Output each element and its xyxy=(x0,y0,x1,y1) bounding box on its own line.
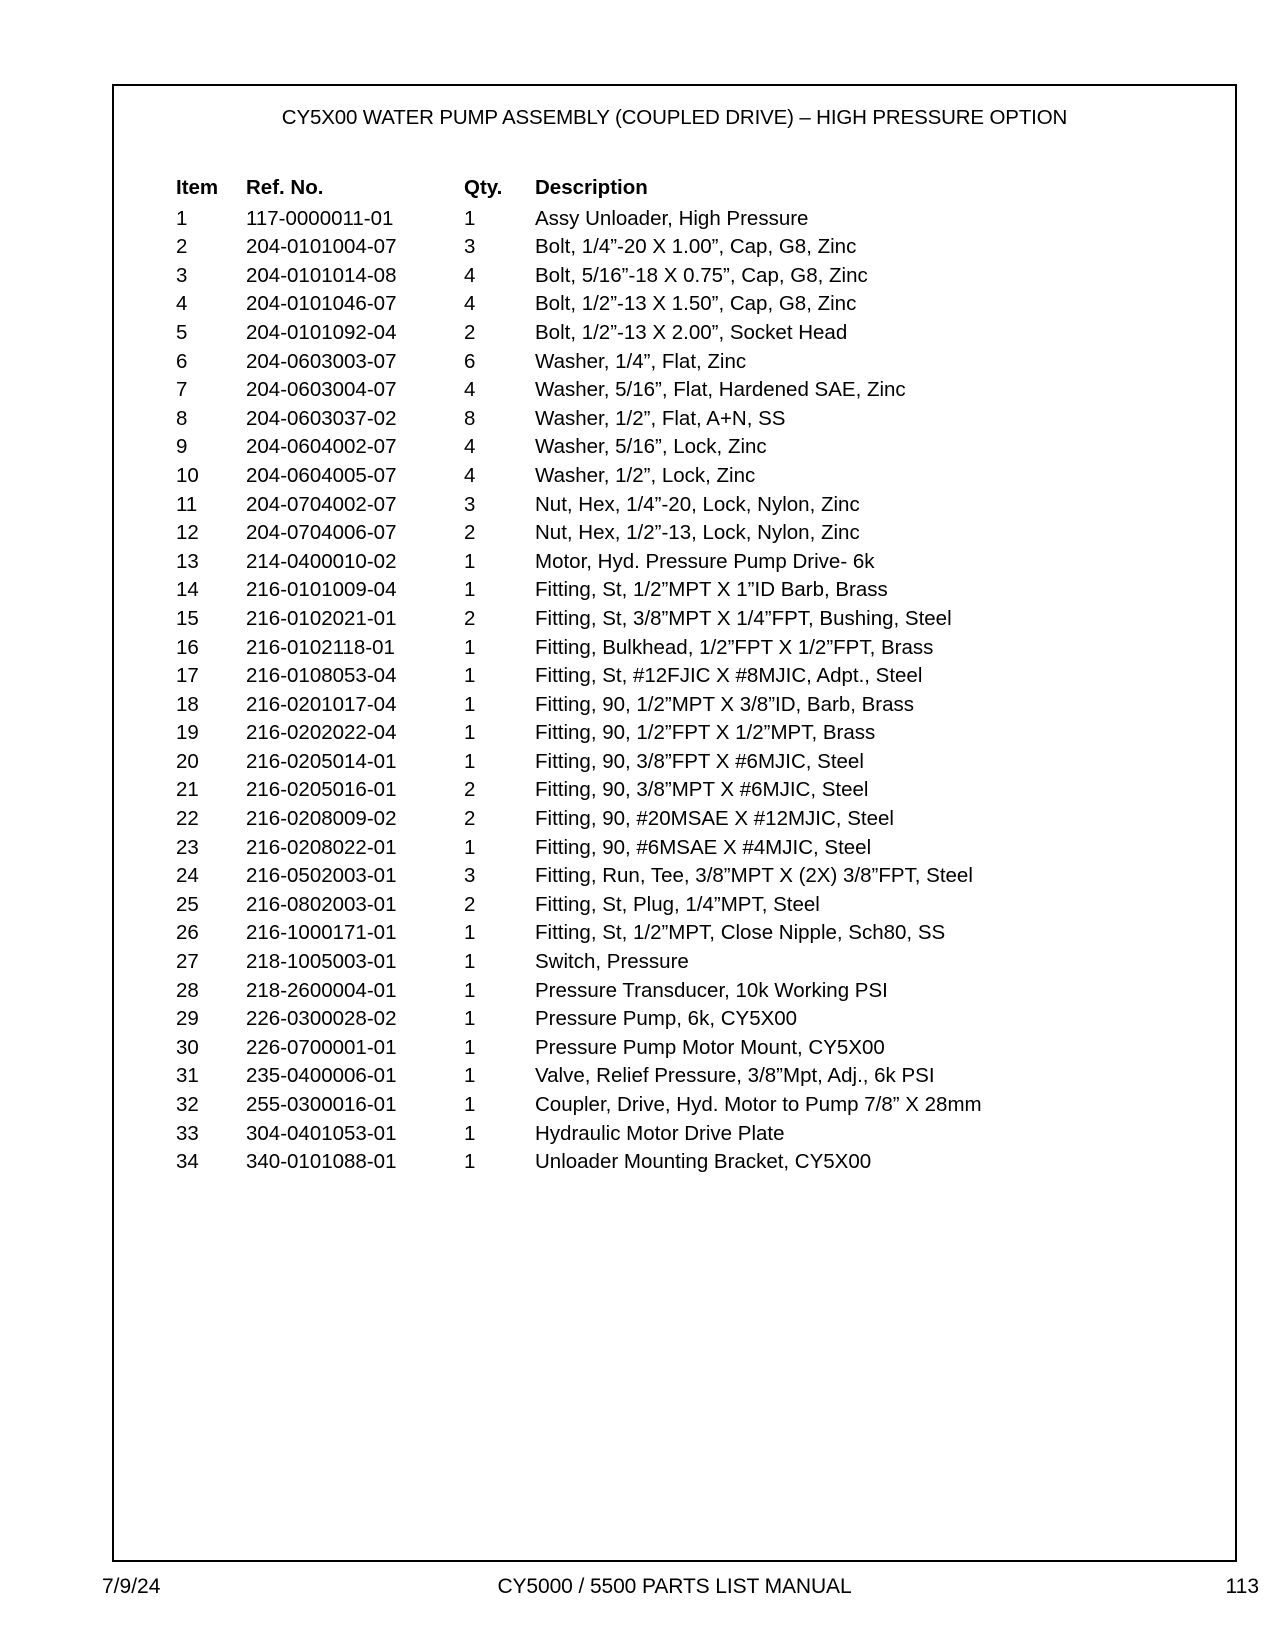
cell-ref-no: 216-0202022-04 xyxy=(246,721,397,745)
cell-item: 7 xyxy=(176,378,188,402)
cell-qty: 2 xyxy=(464,320,476,344)
cell-ref-no: 216-0502003-01 xyxy=(246,864,397,888)
cell-item: 33 xyxy=(176,1121,199,1145)
cell-description: Fitting, St, #12FJIC X #8MJIC, Adpt., Steel xyxy=(535,664,923,688)
cell-description: Pressure Pump Motor Mount, CY5X00 xyxy=(535,1035,885,1059)
cell-qty: 8 xyxy=(464,406,476,430)
cell-ref-no: 216-0101009-04 xyxy=(246,578,397,602)
cell-item: 15 xyxy=(176,606,199,630)
cell-ref-no: 204-0101046-07 xyxy=(246,292,397,316)
cell-item: 24 xyxy=(176,864,199,888)
footer-date: 7/9/24 xyxy=(102,1575,161,1598)
cell-qty: 1 xyxy=(464,950,476,974)
table-row xyxy=(176,691,1186,720)
cell-qty: 1 xyxy=(464,664,476,688)
cell-qty: 4 xyxy=(464,378,476,402)
content-frame xyxy=(112,84,1237,1562)
cell-qty: 1 xyxy=(464,1121,476,1145)
cell-ref-no: 226-0300028-02 xyxy=(246,1007,397,1031)
cell-ref-no: 218-1005003-01 xyxy=(246,950,397,974)
cell-ref-no: 204-0101014-08 xyxy=(246,263,397,287)
table-row xyxy=(176,205,1186,234)
cell-item: 5 xyxy=(176,320,188,344)
cell-qty: 1 xyxy=(464,1064,476,1088)
table-row xyxy=(176,1062,1186,1091)
cell-ref-no: 117-0000011-01 xyxy=(246,206,394,230)
cell-description: Washer, 1/4”, Flat, Zinc xyxy=(535,349,747,373)
cell-description: Fitting, 90, #6MSAE X #4MJIC, Steel xyxy=(535,835,872,859)
cell-description: Motor, Hyd. Pressure Pump Drive- 6k xyxy=(535,549,875,573)
table-row xyxy=(176,605,1186,634)
cell-qty: 4 xyxy=(464,435,476,459)
column-header-item: Item xyxy=(176,176,219,199)
cell-qty: 1 xyxy=(464,978,476,1002)
cell-ref-no: 304-0401053-01 xyxy=(246,1121,397,1145)
cell-ref-no: 216-0205016-01 xyxy=(246,778,397,802)
cell-qty: 1 xyxy=(464,1150,476,1174)
cell-qty: 3 xyxy=(464,492,476,516)
cell-ref-no: 204-0101004-07 xyxy=(246,235,397,259)
table-row xyxy=(176,462,1186,491)
cell-qty: 2 xyxy=(464,606,476,630)
cell-item: 26 xyxy=(176,921,199,945)
column-header-description: Description xyxy=(535,176,648,199)
table-row xyxy=(176,891,1186,920)
cell-qty: 4 xyxy=(464,292,476,316)
cell-item: 14 xyxy=(176,578,199,602)
cell-item: 6 xyxy=(176,349,188,373)
table-row xyxy=(176,834,1186,863)
cell-ref-no: 204-0101092-04 xyxy=(246,320,397,344)
cell-ref-no: 218-2600004-01 xyxy=(246,978,397,1002)
column-header-qty: Qty. xyxy=(464,176,503,199)
cell-item: 31 xyxy=(176,1064,199,1088)
footer-manual-title: CY5000 / 5500 PARTS LIST MANUAL xyxy=(497,1575,852,1598)
table-row xyxy=(176,776,1186,805)
table-row xyxy=(176,805,1186,834)
table-row xyxy=(176,862,1186,891)
cell-item: 28 xyxy=(176,978,199,1002)
table-row xyxy=(176,634,1186,663)
cell-description: Fitting, St, 3/8”MPT X 1/4”FPT, Bushing, Steel xyxy=(535,606,952,630)
cell-item: 25 xyxy=(176,892,199,916)
table-header-row xyxy=(176,174,1186,205)
cell-item: 10 xyxy=(176,463,199,487)
cell-item: 21 xyxy=(176,778,199,802)
cell-item: 19 xyxy=(176,721,199,745)
table-row xyxy=(176,319,1186,348)
cell-item: 3 xyxy=(176,263,188,287)
table-row xyxy=(176,948,1186,977)
cell-description: Pressure Transducer, 10k Working PSI xyxy=(535,978,888,1002)
cell-item: 12 xyxy=(176,521,199,545)
cell-description: Hydraulic Motor Drive Plate xyxy=(535,1121,785,1145)
cell-description: Fitting, St, 1/2”MPT X 1”ID Barb, Brass xyxy=(535,578,888,602)
cell-item: 34 xyxy=(176,1150,199,1174)
page-title: CY5X00 WATER PUMP ASSEMBLY (COUPLED DRIVE) – HIGH PRESSURE OPTION xyxy=(281,106,1068,129)
cell-item: 4 xyxy=(176,292,188,316)
table-row xyxy=(176,405,1186,434)
cell-ref-no: 255-0300016-01 xyxy=(246,1093,397,1116)
table-row xyxy=(176,1005,1186,1034)
cell-qty: 1 xyxy=(464,721,476,745)
cell-qty: 1 xyxy=(464,635,476,659)
table-row xyxy=(176,919,1186,948)
table-row xyxy=(176,262,1186,291)
table-row xyxy=(176,1034,1186,1063)
cell-item: 17 xyxy=(176,664,199,688)
table-row xyxy=(176,748,1186,777)
cell-item: 16 xyxy=(176,635,199,659)
cell-qty: 2 xyxy=(464,778,476,802)
cell-qty: 1 xyxy=(464,578,476,602)
cell-ref-no: 216-1000171-01 xyxy=(246,921,397,945)
cell-item: 27 xyxy=(176,950,199,974)
cell-qty: 4 xyxy=(464,463,476,487)
cell-description: Washer, 1/2”, Lock, Zinc xyxy=(535,463,756,487)
cell-ref-no: 204-0603037-02 xyxy=(246,406,397,430)
cell-description: Bolt, 1/4”-20 X 1.00”, Cap, G8, Zinc xyxy=(535,235,857,259)
table-header xyxy=(176,174,1186,205)
table-row xyxy=(176,233,1186,262)
table-row xyxy=(176,548,1186,577)
cell-item: 13 xyxy=(176,549,199,573)
table-row xyxy=(176,1091,1186,1120)
cell-description: Fitting, 90, 3/8”FPT X #6MJIC, Steel xyxy=(535,749,864,773)
cell-ref-no: 216-0201017-04 xyxy=(246,692,397,716)
cell-description: Valve, Relief Pressure, 3/8”Mpt, Adj., 6k PSI xyxy=(535,1064,935,1088)
cell-description: Fitting, 90, 1/2”MPT X 3/8”ID, Barb, Brass xyxy=(535,692,915,716)
cell-description: Nut, Hex, 1/2”-13, Lock, Nylon, Zinc xyxy=(535,521,860,545)
cell-qty: 1 xyxy=(464,206,476,230)
table-row xyxy=(176,576,1186,605)
cell-qty: 1 xyxy=(464,921,476,945)
cell-description: Fitting, 90, 1/2”FPT X 1/2”MPT, Brass xyxy=(535,721,876,745)
cell-qty: 4 xyxy=(464,263,476,287)
cell-qty: 3 xyxy=(464,235,476,259)
cell-qty: 1 xyxy=(464,1035,476,1059)
cell-item: 32 xyxy=(176,1093,199,1116)
cell-item: 23 xyxy=(176,835,199,859)
table-row xyxy=(176,491,1186,520)
cell-description: Unloader Mounting Bracket, CY5X00 xyxy=(535,1150,872,1174)
cell-ref-no: 216-0205014-01 xyxy=(246,749,397,773)
cell-item: 29 xyxy=(176,1007,199,1031)
table-row xyxy=(176,290,1186,319)
cell-item: 9 xyxy=(176,435,188,459)
cell-description: Washer, 5/16”, Flat, Hardened SAE, Zinc xyxy=(535,378,906,402)
cell-description: Bolt, 1/2”-13 X 1.50”, Cap, G8, Zinc xyxy=(535,292,857,316)
cell-description: Washer, 5/16”, Lock, Zinc xyxy=(535,435,767,459)
table-row xyxy=(176,977,1186,1006)
cell-ref-no: 226-0700001-01 xyxy=(246,1035,397,1059)
cell-description: Assy Unloader, High Pressure xyxy=(535,206,809,230)
cell-description: Fitting, St, 1/2”MPT, Close Nipple, Sch80, SS xyxy=(535,921,946,945)
cell-ref-no: 216-0102118-01 xyxy=(246,635,395,659)
cell-qty: 1 xyxy=(464,1093,476,1116)
cell-qty: 1 xyxy=(464,1007,476,1031)
table-row xyxy=(176,433,1186,462)
cell-qty: 2 xyxy=(464,807,476,831)
cell-qty: 6 xyxy=(464,349,476,373)
page-footer xyxy=(102,1575,1259,1615)
cell-ref-no: 204-0604005-07 xyxy=(246,463,397,487)
cell-description: Coupler, Drive, Hyd. Motor to Pump 7/8” X 28mm xyxy=(535,1093,982,1116)
cell-ref-no: 235-0400006-01 xyxy=(246,1064,397,1088)
cell-ref-no: 340-0101088-01 xyxy=(246,1150,397,1174)
table-row xyxy=(176,376,1186,405)
cell-item: 11 xyxy=(176,492,198,516)
table-row xyxy=(176,519,1186,548)
cell-ref-no: 216-0108053-04 xyxy=(246,664,397,688)
cell-item: 18 xyxy=(176,692,199,716)
cell-ref-no: 216-0802003-01 xyxy=(246,892,397,916)
cell-ref-no: 216-0208022-01 xyxy=(246,835,397,859)
cell-ref-no: 216-0208009-02 xyxy=(246,807,397,831)
cell-item: 22 xyxy=(176,807,199,831)
parts-list-table xyxy=(176,174,1186,1177)
cell-item: 2 xyxy=(176,235,188,259)
table-body xyxy=(176,205,1186,1177)
table-row xyxy=(176,662,1186,691)
table-row xyxy=(176,348,1186,377)
cell-qty: 1 xyxy=(464,692,476,716)
cell-ref-no: 204-0704006-07 xyxy=(246,521,397,545)
cell-item: 8 xyxy=(176,406,188,430)
cell-ref-no: 214-0400010-02 xyxy=(246,549,397,573)
footer-page-number: 113 xyxy=(1225,1575,1259,1598)
cell-description: Fitting, Bulkhead, 1/2”FPT X 1/2”FPT, Brass xyxy=(535,635,934,659)
cell-description: Nut, Hex, 1/4”-20, Lock, Nylon, Zinc xyxy=(535,492,860,516)
cell-item: 1 xyxy=(176,206,188,230)
cell-qty: 2 xyxy=(464,892,476,916)
column-header-ref-no: Ref. No. xyxy=(246,176,324,199)
cell-qty: 3 xyxy=(464,864,476,888)
cell-description: Bolt, 5/16”-18 X 0.75”, Cap, G8, Zinc xyxy=(535,263,868,287)
cell-qty: 2 xyxy=(464,521,476,545)
cell-description: Fitting, 90, #20MSAE X #12MJIC, Steel xyxy=(535,807,894,831)
cell-ref-no: 204-0604002-07 xyxy=(246,435,397,459)
cell-description: Fitting, Run, Tee, 3/8”MPT X (2X) 3/8”FPT, Steel xyxy=(535,864,973,888)
cell-description: Fitting, St, Plug, 1/4”MPT, Steel xyxy=(535,892,820,916)
cell-description: Pressure Pump, 6k, CY5X00 xyxy=(535,1007,798,1031)
table-row xyxy=(176,1120,1186,1149)
cell-item: 30 xyxy=(176,1035,199,1059)
table-row xyxy=(176,1148,1186,1177)
cell-ref-no: 204-0603004-07 xyxy=(246,378,397,402)
cell-ref-no: 204-0603003-07 xyxy=(246,349,397,373)
cell-qty: 1 xyxy=(464,835,476,859)
cell-ref-no: 216-0102021-01 xyxy=(246,606,397,630)
cell-description: Washer, 1/2”, Flat, A+N, SS xyxy=(535,406,786,430)
cell-qty: 1 xyxy=(464,549,476,573)
cell-description: Fitting, 90, 3/8”MPT X #6MJIC, Steel xyxy=(535,778,869,802)
cell-description: Switch, Pressure xyxy=(535,950,689,974)
table-row xyxy=(176,719,1186,748)
cell-item: 20 xyxy=(176,749,199,773)
cell-description: Bolt, 1/2”-13 X 2.00”, Socket Head xyxy=(535,320,848,344)
cell-qty: 1 xyxy=(464,749,476,773)
cell-ref-no: 204-0704002-07 xyxy=(246,492,397,516)
